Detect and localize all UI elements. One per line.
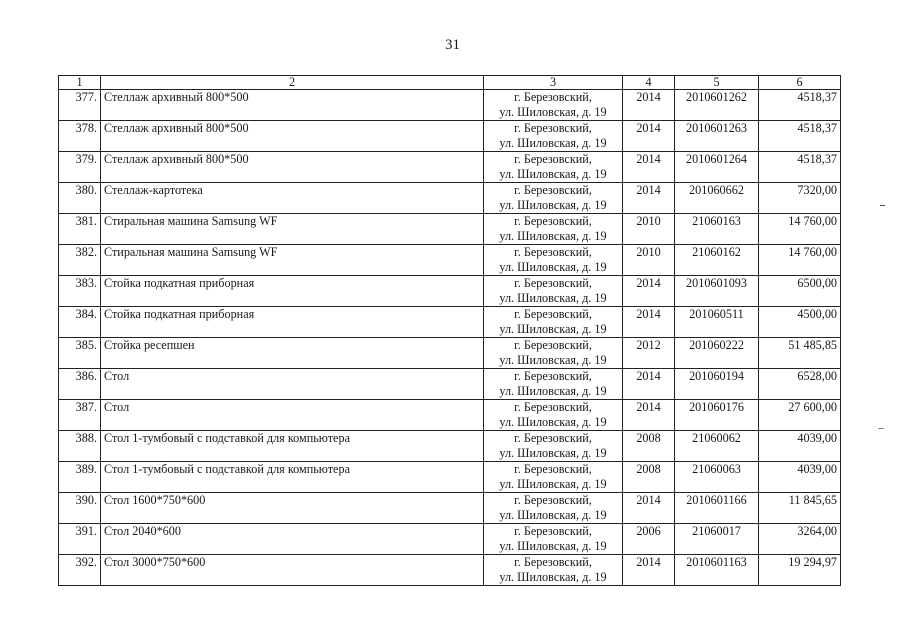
row-number: 381. bbox=[59, 214, 101, 245]
inventory-code: 21060163 bbox=[675, 214, 759, 245]
column-header-2: 2 bbox=[101, 76, 484, 90]
item-price: 6528,00 bbox=[759, 369, 841, 400]
item-price: 11 845,65 bbox=[759, 493, 841, 524]
inventory-code: 201060176 bbox=[675, 400, 759, 431]
inventory-code: 2010601262 bbox=[675, 90, 759, 121]
address-city: г. Березовский, bbox=[514, 121, 592, 135]
column-header-5: 5 bbox=[675, 76, 759, 90]
item-address bbox=[484, 338, 623, 369]
address-city: г. Березовский, bbox=[514, 276, 592, 290]
row-number: 379. bbox=[59, 152, 101, 183]
item-name: Стеллаж архивный 800*500 bbox=[101, 121, 484, 152]
item-year: 2014 bbox=[623, 121, 675, 152]
item-name: Стол bbox=[101, 369, 484, 400]
row-number: 377. bbox=[59, 90, 101, 121]
item-name: Стол 1-тумбовый с подставкой для компьютера bbox=[101, 462, 484, 493]
row-number: 392. bbox=[59, 555, 101, 586]
item-price: 7320,00 bbox=[759, 183, 841, 214]
item-year: 2008 bbox=[623, 462, 675, 493]
row-number: 383. bbox=[59, 276, 101, 307]
inventory-code: 21060017 bbox=[675, 524, 759, 555]
item-address bbox=[484, 555, 623, 586]
address-city: г. Березовский, bbox=[514, 152, 592, 166]
address-city: г. Березовский, bbox=[514, 90, 592, 104]
item-year: 2010 bbox=[623, 245, 675, 276]
address-street: ул. Шиловская, д. 19 bbox=[499, 415, 607, 429]
item-address bbox=[484, 462, 623, 493]
item-name: Стиральная машина Samsung WF bbox=[101, 245, 484, 276]
item-price: 6500,00 bbox=[759, 276, 841, 307]
item-name: Стол 3000*750*600 bbox=[101, 555, 484, 586]
item-address bbox=[484, 245, 623, 276]
item-address bbox=[484, 121, 623, 152]
item-address bbox=[484, 369, 623, 400]
item-year: 2014 bbox=[623, 276, 675, 307]
item-address bbox=[484, 276, 623, 307]
table-row bbox=[59, 555, 841, 586]
inventory-code: 201060511 bbox=[675, 307, 759, 338]
table-row bbox=[59, 152, 841, 183]
table-row bbox=[59, 400, 841, 431]
column-header-4: 4 bbox=[623, 76, 675, 90]
address-street: ул. Шиловская, д. 19 bbox=[499, 353, 607, 367]
item-price: 4518,37 bbox=[759, 152, 841, 183]
item-year: 2008 bbox=[623, 431, 675, 462]
inventory-code: 2010601264 bbox=[675, 152, 759, 183]
address-street: ул. Шиловская, д. 19 bbox=[499, 229, 607, 243]
address-street: ул. Шиловская, д. 19 bbox=[499, 136, 607, 150]
item-name: Стеллаж архивный 800*500 bbox=[101, 90, 484, 121]
address-city: г. Березовский, bbox=[514, 524, 592, 538]
item-address bbox=[484, 493, 623, 524]
address-street: ул. Шиловская, д. 19 bbox=[499, 291, 607, 305]
item-year: 2014 bbox=[623, 400, 675, 431]
row-number: 380. bbox=[59, 183, 101, 214]
item-year: 2010 bbox=[623, 214, 675, 245]
row-number: 384. bbox=[59, 307, 101, 338]
inventory-code: 2010601263 bbox=[675, 121, 759, 152]
table-row bbox=[59, 338, 841, 369]
item-price: 14 760,00 bbox=[759, 245, 841, 276]
margin-mark bbox=[880, 205, 885, 206]
margin-dots bbox=[878, 428, 884, 429]
item-name: Стиральная машина Samsung WF bbox=[101, 214, 484, 245]
column-header-1: 1 bbox=[59, 76, 101, 90]
inventory-code: 201060222 bbox=[675, 338, 759, 369]
item-address bbox=[484, 214, 623, 245]
address-street: ул. Шиловская, д. 19 bbox=[499, 539, 607, 553]
address-street: ул. Шиловская, д. 19 bbox=[499, 446, 607, 460]
item-price: 4518,37 bbox=[759, 90, 841, 121]
item-year: 2014 bbox=[623, 307, 675, 338]
item-price: 4039,00 bbox=[759, 462, 841, 493]
inventory-code: 21060162 bbox=[675, 245, 759, 276]
address-city: г. Березовский, bbox=[514, 462, 592, 476]
row-number: 385. bbox=[59, 338, 101, 369]
inventory-code: 2010601166 bbox=[675, 493, 759, 524]
item-year: 2014 bbox=[623, 152, 675, 183]
table-row bbox=[59, 276, 841, 307]
item-name: Стеллаж-картотека bbox=[101, 183, 484, 214]
item-price: 4039,00 bbox=[759, 431, 841, 462]
address-street: ул. Шиловская, д. 19 bbox=[499, 384, 607, 398]
item-name: Стол 2040*600 bbox=[101, 524, 484, 555]
address-city: г. Березовский, bbox=[514, 400, 592, 414]
inventory-code: 21060062 bbox=[675, 431, 759, 462]
item-year: 2014 bbox=[623, 369, 675, 400]
row-number: 382. bbox=[59, 245, 101, 276]
inventory-code: 2010601093 bbox=[675, 276, 759, 307]
table-row bbox=[59, 90, 841, 121]
address-street: ул. Шиловская, д. 19 bbox=[499, 508, 607, 522]
page-number: 31 bbox=[445, 37, 460, 53]
item-name: Стол bbox=[101, 400, 484, 431]
item-name: Стол 1600*750*600 bbox=[101, 493, 484, 524]
address-city: г. Березовский, bbox=[514, 214, 592, 228]
table-row bbox=[59, 431, 841, 462]
item-address bbox=[484, 90, 623, 121]
address-street: ул. Шиловская, д. 19 bbox=[499, 167, 607, 181]
inventory-code: 21060063 bbox=[675, 462, 759, 493]
item-price: 4518,37 bbox=[759, 121, 841, 152]
table-header bbox=[59, 76, 841, 90]
item-name: Стойка подкатная приборная bbox=[101, 276, 484, 307]
item-price: 4500,00 bbox=[759, 307, 841, 338]
item-year: 2006 bbox=[623, 524, 675, 555]
address-city: г. Березовский, bbox=[514, 431, 592, 445]
item-name: Стойка ресепшен bbox=[101, 338, 484, 369]
item-price: 14 760,00 bbox=[759, 214, 841, 245]
item-name: Стол 1-тумбовый с подставкой для компьютера bbox=[101, 431, 484, 462]
table-row bbox=[59, 214, 841, 245]
table-row bbox=[59, 369, 841, 400]
item-price: 3264,00 bbox=[759, 524, 841, 555]
item-address bbox=[484, 524, 623, 555]
item-year: 2014 bbox=[623, 90, 675, 121]
table-body bbox=[59, 90, 841, 586]
item-price: 19 294,97 bbox=[759, 555, 841, 586]
item-price: 51 485,85 bbox=[759, 338, 841, 369]
address-street: ул. Шиловская, д. 19 bbox=[499, 322, 607, 336]
address-city: г. Березовский, bbox=[514, 245, 592, 259]
item-year: 2014 bbox=[623, 183, 675, 214]
table-row bbox=[59, 307, 841, 338]
row-number: 378. bbox=[59, 121, 101, 152]
address-street: ул. Шиловская, д. 19 bbox=[499, 570, 607, 584]
table-row bbox=[59, 183, 841, 214]
item-address bbox=[484, 307, 623, 338]
item-year: 2014 bbox=[623, 555, 675, 586]
address-street: ул. Шиловская, д. 19 bbox=[499, 260, 607, 274]
inventory-code: 201060194 bbox=[675, 369, 759, 400]
address-street: ул. Шиловская, д. 19 bbox=[499, 477, 607, 491]
address-street: ул. Шиловская, д. 19 bbox=[499, 198, 607, 212]
column-header-3: 3 bbox=[484, 76, 623, 90]
table-row bbox=[59, 493, 841, 524]
item-price: 27 600,00 bbox=[759, 400, 841, 431]
table-row bbox=[59, 121, 841, 152]
table-row bbox=[59, 524, 841, 555]
row-number: 390. bbox=[59, 493, 101, 524]
row-number: 387. bbox=[59, 400, 101, 431]
inventory-table bbox=[58, 75, 841, 586]
address-city: г. Березовский, bbox=[514, 307, 592, 321]
address-city: г. Березовский, bbox=[514, 183, 592, 197]
column-header-6: 6 bbox=[759, 76, 841, 90]
item-address bbox=[484, 152, 623, 183]
header-row bbox=[59, 76, 841, 90]
address-city: г. Березовский, bbox=[514, 369, 592, 383]
item-address bbox=[484, 400, 623, 431]
item-address bbox=[484, 431, 623, 462]
row-number: 389. bbox=[59, 462, 101, 493]
inventory-code: 2010601163 bbox=[675, 555, 759, 586]
item-name: Стойка подкатная приборная bbox=[101, 307, 484, 338]
row-number: 388. bbox=[59, 431, 101, 462]
item-address bbox=[484, 183, 623, 214]
address-city: г. Березовский, bbox=[514, 338, 592, 352]
address-street: ул. Шиловская, д. 19 bbox=[499, 105, 607, 119]
address-city: г. Березовский, bbox=[514, 555, 592, 569]
table-row bbox=[59, 462, 841, 493]
table-row bbox=[59, 245, 841, 276]
address-city: г. Березовский, bbox=[514, 493, 592, 507]
inventory-code: 201060662 bbox=[675, 183, 759, 214]
row-number: 391. bbox=[59, 524, 101, 555]
row-number: 386. bbox=[59, 369, 101, 400]
item-year: 2014 bbox=[623, 493, 675, 524]
item-name: Стеллаж архивный 800*500 bbox=[101, 152, 484, 183]
item-year: 2012 bbox=[623, 338, 675, 369]
